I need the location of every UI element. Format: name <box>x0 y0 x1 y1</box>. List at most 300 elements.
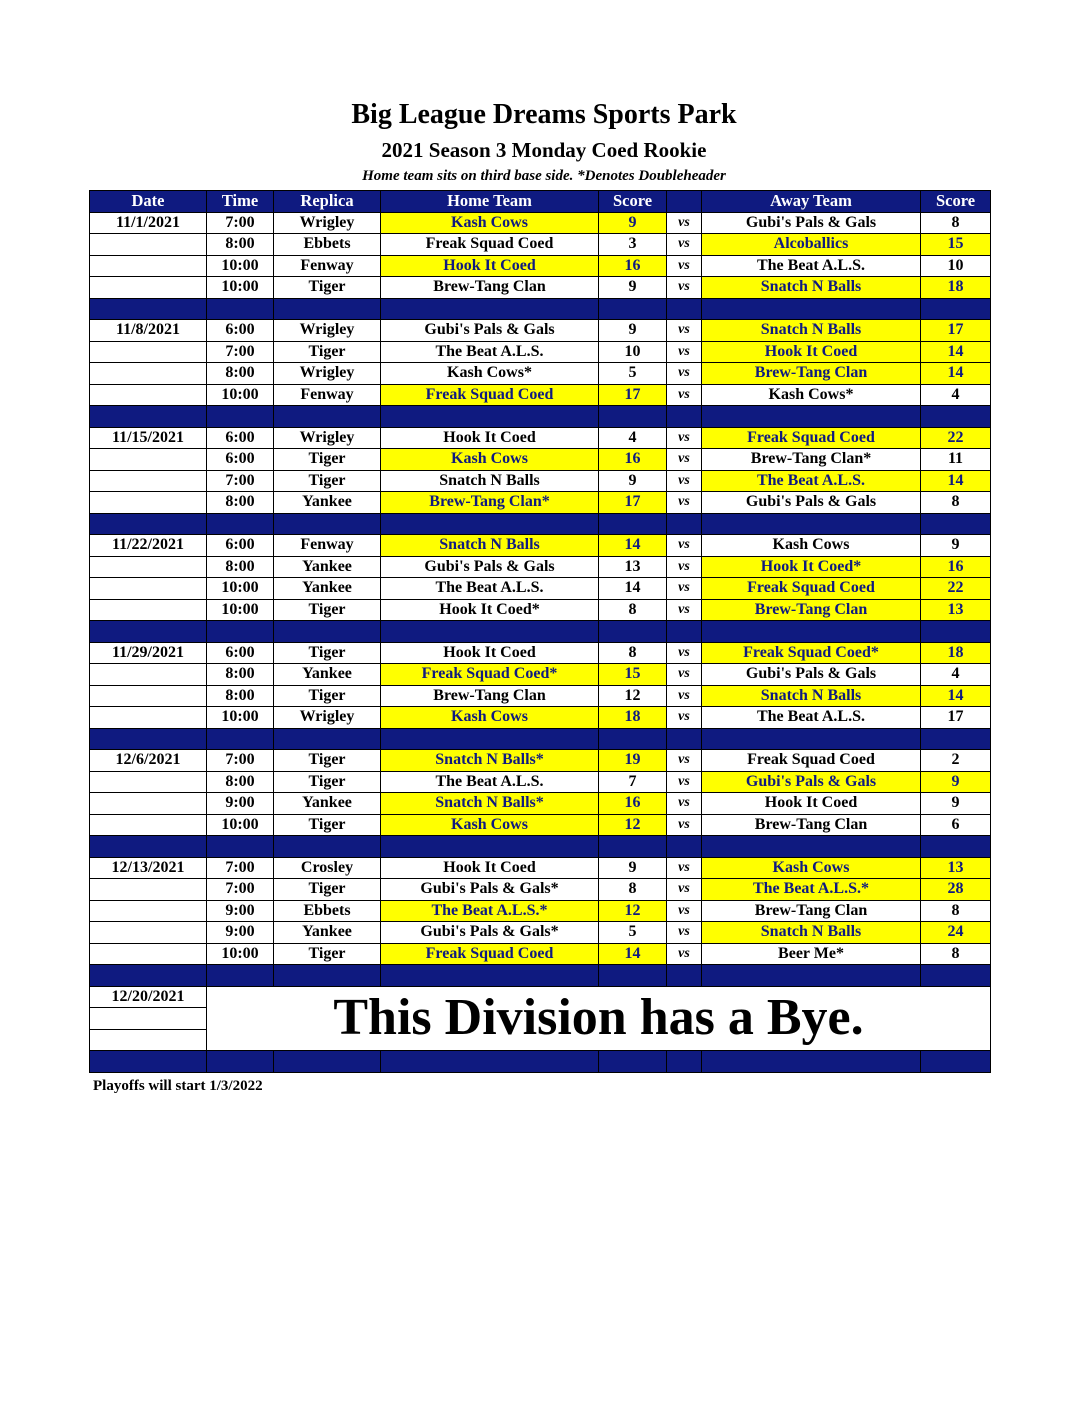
separator-cell <box>90 513 207 535</box>
separator-cell <box>599 406 667 428</box>
game-date <box>90 556 207 578</box>
home-team: Kash Cows <box>381 707 599 729</box>
separator-cell <box>921 406 991 428</box>
separator-cell <box>381 513 599 535</box>
table-row <box>90 449 991 471</box>
home-score: 12 <box>599 814 667 836</box>
game-date <box>90 599 207 621</box>
field-replica: Crosley <box>274 857 381 879</box>
table-row <box>90 320 991 342</box>
table-body <box>90 212 991 1072</box>
separator-cell <box>207 728 274 750</box>
game-date <box>90 492 207 514</box>
home-score: 14 <box>599 535 667 557</box>
separator-cell <box>667 406 702 428</box>
separator-cell <box>274 1051 381 1073</box>
home-team: Hook It Coed <box>381 427 599 449</box>
home-score: 19 <box>599 750 667 772</box>
separator-cell <box>90 406 207 428</box>
home-score: 17 <box>599 492 667 514</box>
table-row <box>90 814 991 836</box>
field-replica: Ebbets <box>274 234 381 256</box>
home-score: 9 <box>599 320 667 342</box>
home-team: Kash Cows* <box>381 363 599 385</box>
home-score: 9 <box>599 470 667 492</box>
vs-label: vs <box>667 922 702 944</box>
vs-label: vs <box>667 320 702 342</box>
separator-cell <box>921 513 991 535</box>
away-team: Brew-Tang Clan <box>702 814 921 836</box>
table-row <box>90 900 991 922</box>
separator-cell <box>667 298 702 320</box>
separator-cell <box>381 621 599 643</box>
separator-cell <box>381 728 599 750</box>
game-time: 6:00 <box>207 642 274 664</box>
home-score: 16 <box>599 255 667 277</box>
separator-cell <box>702 965 921 987</box>
away-team: Kash Cows* <box>702 384 921 406</box>
separator-cell <box>599 513 667 535</box>
home-score: 4 <box>599 427 667 449</box>
field-replica: Tiger <box>274 771 381 793</box>
away-score: 13 <box>921 857 991 879</box>
game-time: 10:00 <box>207 578 274 600</box>
game-time: 9:00 <box>207 900 274 922</box>
table-row <box>90 255 991 277</box>
home-team: Brew-Tang Clan <box>381 685 599 707</box>
game-date <box>90 255 207 277</box>
field-replica: Tiger <box>274 277 381 299</box>
separator-cell <box>667 1051 702 1073</box>
separator-cell <box>667 965 702 987</box>
game-time: 10:00 <box>207 599 274 621</box>
game-date <box>90 578 207 600</box>
field-replica: Yankee <box>274 492 381 514</box>
away-score: 17 <box>921 707 991 729</box>
bye-date-empty <box>90 1029 207 1051</box>
column-header: Time <box>207 191 274 213</box>
game-date <box>90 470 207 492</box>
game-time: 7:00 <box>207 470 274 492</box>
separator-cell <box>381 298 599 320</box>
away-team: Kash Cows <box>702 535 921 557</box>
separator-cell <box>921 836 991 858</box>
home-team: Brew-Tang Clan* <box>381 492 599 514</box>
game-date: 11/15/2021 <box>90 427 207 449</box>
table-row <box>90 363 991 385</box>
away-score: 14 <box>921 685 991 707</box>
table-header <box>90 191 991 213</box>
away-team: Freak Squad Coed <box>702 578 921 600</box>
away-score: 11 <box>921 449 991 471</box>
game-time: 8:00 <box>207 492 274 514</box>
away-score: 8 <box>921 900 991 922</box>
bye-date: 12/20/2021 <box>90 986 207 1008</box>
home-score: 7 <box>599 771 667 793</box>
home-score: 9 <box>599 212 667 234</box>
away-team: Brew-Tang Clan <box>702 363 921 385</box>
home-score: 8 <box>599 599 667 621</box>
column-header: Score <box>599 191 667 213</box>
header-note: Home team sits on third base side. *Denotes Doubleheader <box>362 168 726 184</box>
away-score: 18 <box>921 642 991 664</box>
separator-cell <box>921 965 991 987</box>
vs-label: vs <box>667 599 702 621</box>
week-separator <box>90 836 991 858</box>
home-team: Kash Cows <box>381 212 599 234</box>
separator-cell <box>702 1051 921 1073</box>
away-score: 14 <box>921 470 991 492</box>
field-replica: Fenway <box>274 384 381 406</box>
field-replica: Wrigley <box>274 707 381 729</box>
away-score: 6 <box>921 814 991 836</box>
separator-cell <box>381 406 599 428</box>
vs-label: vs <box>667 664 702 686</box>
vs-label: vs <box>667 363 702 385</box>
field-replica: Yankee <box>274 664 381 686</box>
field-replica: Fenway <box>274 255 381 277</box>
game-date <box>90 900 207 922</box>
table-row <box>90 685 991 707</box>
home-score: 13 <box>599 556 667 578</box>
vs-label: vs <box>667 556 702 578</box>
table-row <box>90 212 991 234</box>
game-time: 8:00 <box>207 771 274 793</box>
table-row <box>90 793 991 815</box>
separator-cell <box>381 836 599 858</box>
vs-label: vs <box>667 341 702 363</box>
separator-cell <box>921 1051 991 1073</box>
separator-cell <box>702 406 921 428</box>
home-score: 16 <box>599 449 667 471</box>
game-time: 10:00 <box>207 277 274 299</box>
vs-label: vs <box>667 427 702 449</box>
field-replica: Tiger <box>274 599 381 621</box>
table-row <box>90 277 991 299</box>
week-separator <box>90 513 991 535</box>
game-time: 10:00 <box>207 707 274 729</box>
game-date <box>90 943 207 965</box>
separator-cell <box>667 836 702 858</box>
separator-cell <box>90 621 207 643</box>
away-score: 8 <box>921 212 991 234</box>
separator-cell <box>599 298 667 320</box>
field-replica: Tiger <box>274 879 381 901</box>
page-subtitle: 2021 Season 3 Monday Coed Rookie <box>381 138 707 162</box>
week-separator <box>90 621 991 643</box>
away-score: 4 <box>921 384 991 406</box>
table-row <box>90 922 991 944</box>
home-team: Freak Squad Coed <box>381 234 599 256</box>
away-team: Freak Squad Coed* <box>702 642 921 664</box>
separator-cell <box>599 728 667 750</box>
separator-cell <box>207 965 274 987</box>
game-date <box>90 771 207 793</box>
field-replica: Tiger <box>274 341 381 363</box>
away-team: Hook It Coed <box>702 341 921 363</box>
vs-label: vs <box>667 535 702 557</box>
game-date <box>90 234 207 256</box>
home-score: 5 <box>599 922 667 944</box>
game-time: 6:00 <box>207 449 274 471</box>
separator-cell <box>274 965 381 987</box>
away-score: 14 <box>921 363 991 385</box>
separator-cell <box>599 1051 667 1073</box>
away-score: 15 <box>921 234 991 256</box>
week-separator <box>90 1051 991 1073</box>
field-replica: Tiger <box>274 470 381 492</box>
home-team: Freak Squad Coed <box>381 943 599 965</box>
away-score: 22 <box>921 427 991 449</box>
field-replica: Wrigley <box>274 427 381 449</box>
vs-label: vs <box>667 277 702 299</box>
field-replica: Wrigley <box>274 212 381 234</box>
schedule-table <box>89 190 991 1073</box>
away-score: 9 <box>921 535 991 557</box>
separator-cell <box>667 728 702 750</box>
game-time: 7:00 <box>207 750 274 772</box>
home-team: Gubi's Pals & Gals* <box>381 879 599 901</box>
field-replica: Yankee <box>274 556 381 578</box>
table-row <box>90 707 991 729</box>
column-header: Away Team <box>702 191 921 213</box>
game-time: 10:00 <box>207 384 274 406</box>
home-team: Snatch N Balls <box>381 535 599 557</box>
game-date <box>90 707 207 729</box>
away-team: Snatch N Balls <box>702 320 921 342</box>
away-team: Brew-Tang Clan <box>702 900 921 922</box>
column-header <box>667 191 702 213</box>
game-date <box>90 341 207 363</box>
away-team: Beer Me* <box>702 943 921 965</box>
week-separator <box>90 728 991 750</box>
game-time: 9:00 <box>207 922 274 944</box>
game-date: 11/29/2021 <box>90 642 207 664</box>
vs-label: vs <box>667 879 702 901</box>
column-header: Date <box>90 191 207 213</box>
away-score: 16 <box>921 556 991 578</box>
game-date: 11/8/2021 <box>90 320 207 342</box>
separator-cell <box>667 513 702 535</box>
home-score: 15 <box>599 664 667 686</box>
vs-label: vs <box>667 857 702 879</box>
away-team: Hook It Coed <box>702 793 921 815</box>
field-replica: Tiger <box>274 685 381 707</box>
separator-cell <box>207 298 274 320</box>
column-header: Home Team <box>381 191 599 213</box>
column-header: Replica <box>274 191 381 213</box>
home-team: The Beat A.L.S.* <box>381 900 599 922</box>
home-team: Snatch N Balls* <box>381 793 599 815</box>
home-team: Gubi's Pals & Gals <box>381 556 599 578</box>
away-score: 22 <box>921 578 991 600</box>
separator-cell <box>599 965 667 987</box>
home-score: 10 <box>599 341 667 363</box>
away-score: 28 <box>921 879 991 901</box>
separator-cell <box>207 836 274 858</box>
game-date <box>90 879 207 901</box>
game-time: 7:00 <box>207 212 274 234</box>
table-row <box>90 578 991 600</box>
table-row <box>90 879 991 901</box>
field-replica: Yankee <box>274 793 381 815</box>
home-team: Hook It Coed <box>381 255 599 277</box>
away-score: 9 <box>921 771 991 793</box>
away-team: Freak Squad Coed <box>702 427 921 449</box>
table-row <box>90 664 991 686</box>
table-row <box>90 857 991 879</box>
field-replica: Wrigley <box>274 363 381 385</box>
away-team: Kash Cows <box>702 857 921 879</box>
vs-label: vs <box>667 492 702 514</box>
vs-label: vs <box>667 900 702 922</box>
separator-cell <box>90 728 207 750</box>
separator-cell <box>702 728 921 750</box>
week-separator <box>90 406 991 428</box>
home-team: Hook It Coed <box>381 857 599 879</box>
away-team: Gubi's Pals & Gals <box>702 664 921 686</box>
separator-cell <box>702 836 921 858</box>
field-replica: Tiger <box>274 750 381 772</box>
away-score: 14 <box>921 341 991 363</box>
game-date <box>90 814 207 836</box>
vs-label: vs <box>667 212 702 234</box>
away-team: The Beat A.L.S. <box>702 255 921 277</box>
separator-cell <box>274 298 381 320</box>
vs-label: vs <box>667 814 702 836</box>
field-replica: Fenway <box>274 535 381 557</box>
separator-cell <box>702 298 921 320</box>
home-team: The Beat A.L.S. <box>381 771 599 793</box>
away-score: 18 <box>921 277 991 299</box>
table-row <box>90 384 991 406</box>
home-score: 14 <box>599 578 667 600</box>
separator-cell <box>207 621 274 643</box>
separator-cell <box>381 1051 599 1073</box>
home-score: 5 <box>599 363 667 385</box>
separator-cell <box>90 1051 207 1073</box>
separator-cell <box>274 406 381 428</box>
away-score: 13 <box>921 599 991 621</box>
game-time: 7:00 <box>207 857 274 879</box>
home-score: 12 <box>599 900 667 922</box>
separator-cell <box>207 406 274 428</box>
home-score: 18 <box>599 707 667 729</box>
field-replica: Yankee <box>274 578 381 600</box>
game-time: 8:00 <box>207 234 274 256</box>
home-team: Freak Squad Coed* <box>381 664 599 686</box>
field-replica: Tiger <box>274 642 381 664</box>
game-date <box>90 384 207 406</box>
game-date: 12/6/2021 <box>90 750 207 772</box>
away-score: 4 <box>921 664 991 686</box>
away-score: 2 <box>921 750 991 772</box>
game-time: 7:00 <box>207 879 274 901</box>
home-team: Freak Squad Coed <box>381 384 599 406</box>
game-date <box>90 277 207 299</box>
vs-label: vs <box>667 255 702 277</box>
table-row <box>90 234 991 256</box>
separator-cell <box>921 298 991 320</box>
table-row <box>90 771 991 793</box>
game-date <box>90 922 207 944</box>
playoffs-note: Playoffs will start 1/3/2022 <box>93 1078 263 1094</box>
home-score: 12 <box>599 685 667 707</box>
home-score: 16 <box>599 793 667 815</box>
home-score: 8 <box>599 879 667 901</box>
separator-cell <box>381 965 599 987</box>
separator-cell <box>921 728 991 750</box>
home-score: 8 <box>599 642 667 664</box>
column-header: Score <box>921 191 991 213</box>
away-score: 10 <box>921 255 991 277</box>
vs-label: vs <box>667 750 702 772</box>
field-replica: Tiger <box>274 943 381 965</box>
game-date: 11/22/2021 <box>90 535 207 557</box>
home-team: Hook It Coed* <box>381 599 599 621</box>
home-score: 9 <box>599 857 667 879</box>
field-replica: Tiger <box>274 814 381 836</box>
vs-label: vs <box>667 384 702 406</box>
bye-message: This Division has a Bye. <box>207 986 991 1051</box>
table-row <box>90 556 991 578</box>
page-title: Big League Dreams Sports Park <box>351 99 737 130</box>
vs-label: vs <box>667 793 702 815</box>
game-date: 11/1/2021 <box>90 212 207 234</box>
table-row <box>90 341 991 363</box>
away-team: Snatch N Balls <box>702 685 921 707</box>
game-time: 8:00 <box>207 685 274 707</box>
game-date: 12/13/2021 <box>90 857 207 879</box>
table-row <box>90 492 991 514</box>
table-row <box>90 599 991 621</box>
away-team: Gubi's Pals & Gals <box>702 771 921 793</box>
field-replica: Wrigley <box>274 320 381 342</box>
home-score: 3 <box>599 234 667 256</box>
home-score: 14 <box>599 943 667 965</box>
separator-cell <box>599 836 667 858</box>
away-team: Gubi's Pals & Gals <box>702 212 921 234</box>
game-time: 7:00 <box>207 341 274 363</box>
vs-label: vs <box>667 943 702 965</box>
game-time: 6:00 <box>207 535 274 557</box>
home-team: Snatch N Balls* <box>381 750 599 772</box>
home-team: Kash Cows <box>381 449 599 471</box>
game-time: 10:00 <box>207 255 274 277</box>
home-team: Gubi's Pals & Gals <box>381 320 599 342</box>
away-score: 17 <box>921 320 991 342</box>
week-separator <box>90 965 991 987</box>
table-row <box>90 943 991 965</box>
game-time: 8:00 <box>207 556 274 578</box>
home-team: Brew-Tang Clan <box>381 277 599 299</box>
home-team: Kash Cows <box>381 814 599 836</box>
game-time: 6:00 <box>207 320 274 342</box>
separator-cell <box>702 513 921 535</box>
game-time: 10:00 <box>207 943 274 965</box>
separator-cell <box>667 621 702 643</box>
away-team: Brew-Tang Clan* <box>702 449 921 471</box>
game-time: 8:00 <box>207 664 274 686</box>
separator-cell <box>90 965 207 987</box>
separator-cell <box>274 513 381 535</box>
home-score: 17 <box>599 384 667 406</box>
away-team: Gubi's Pals & Gals <box>702 492 921 514</box>
away-score: 8 <box>921 492 991 514</box>
table-row <box>90 750 991 772</box>
home-team: Snatch N Balls <box>381 470 599 492</box>
home-team: Gubi's Pals & Gals* <box>381 922 599 944</box>
